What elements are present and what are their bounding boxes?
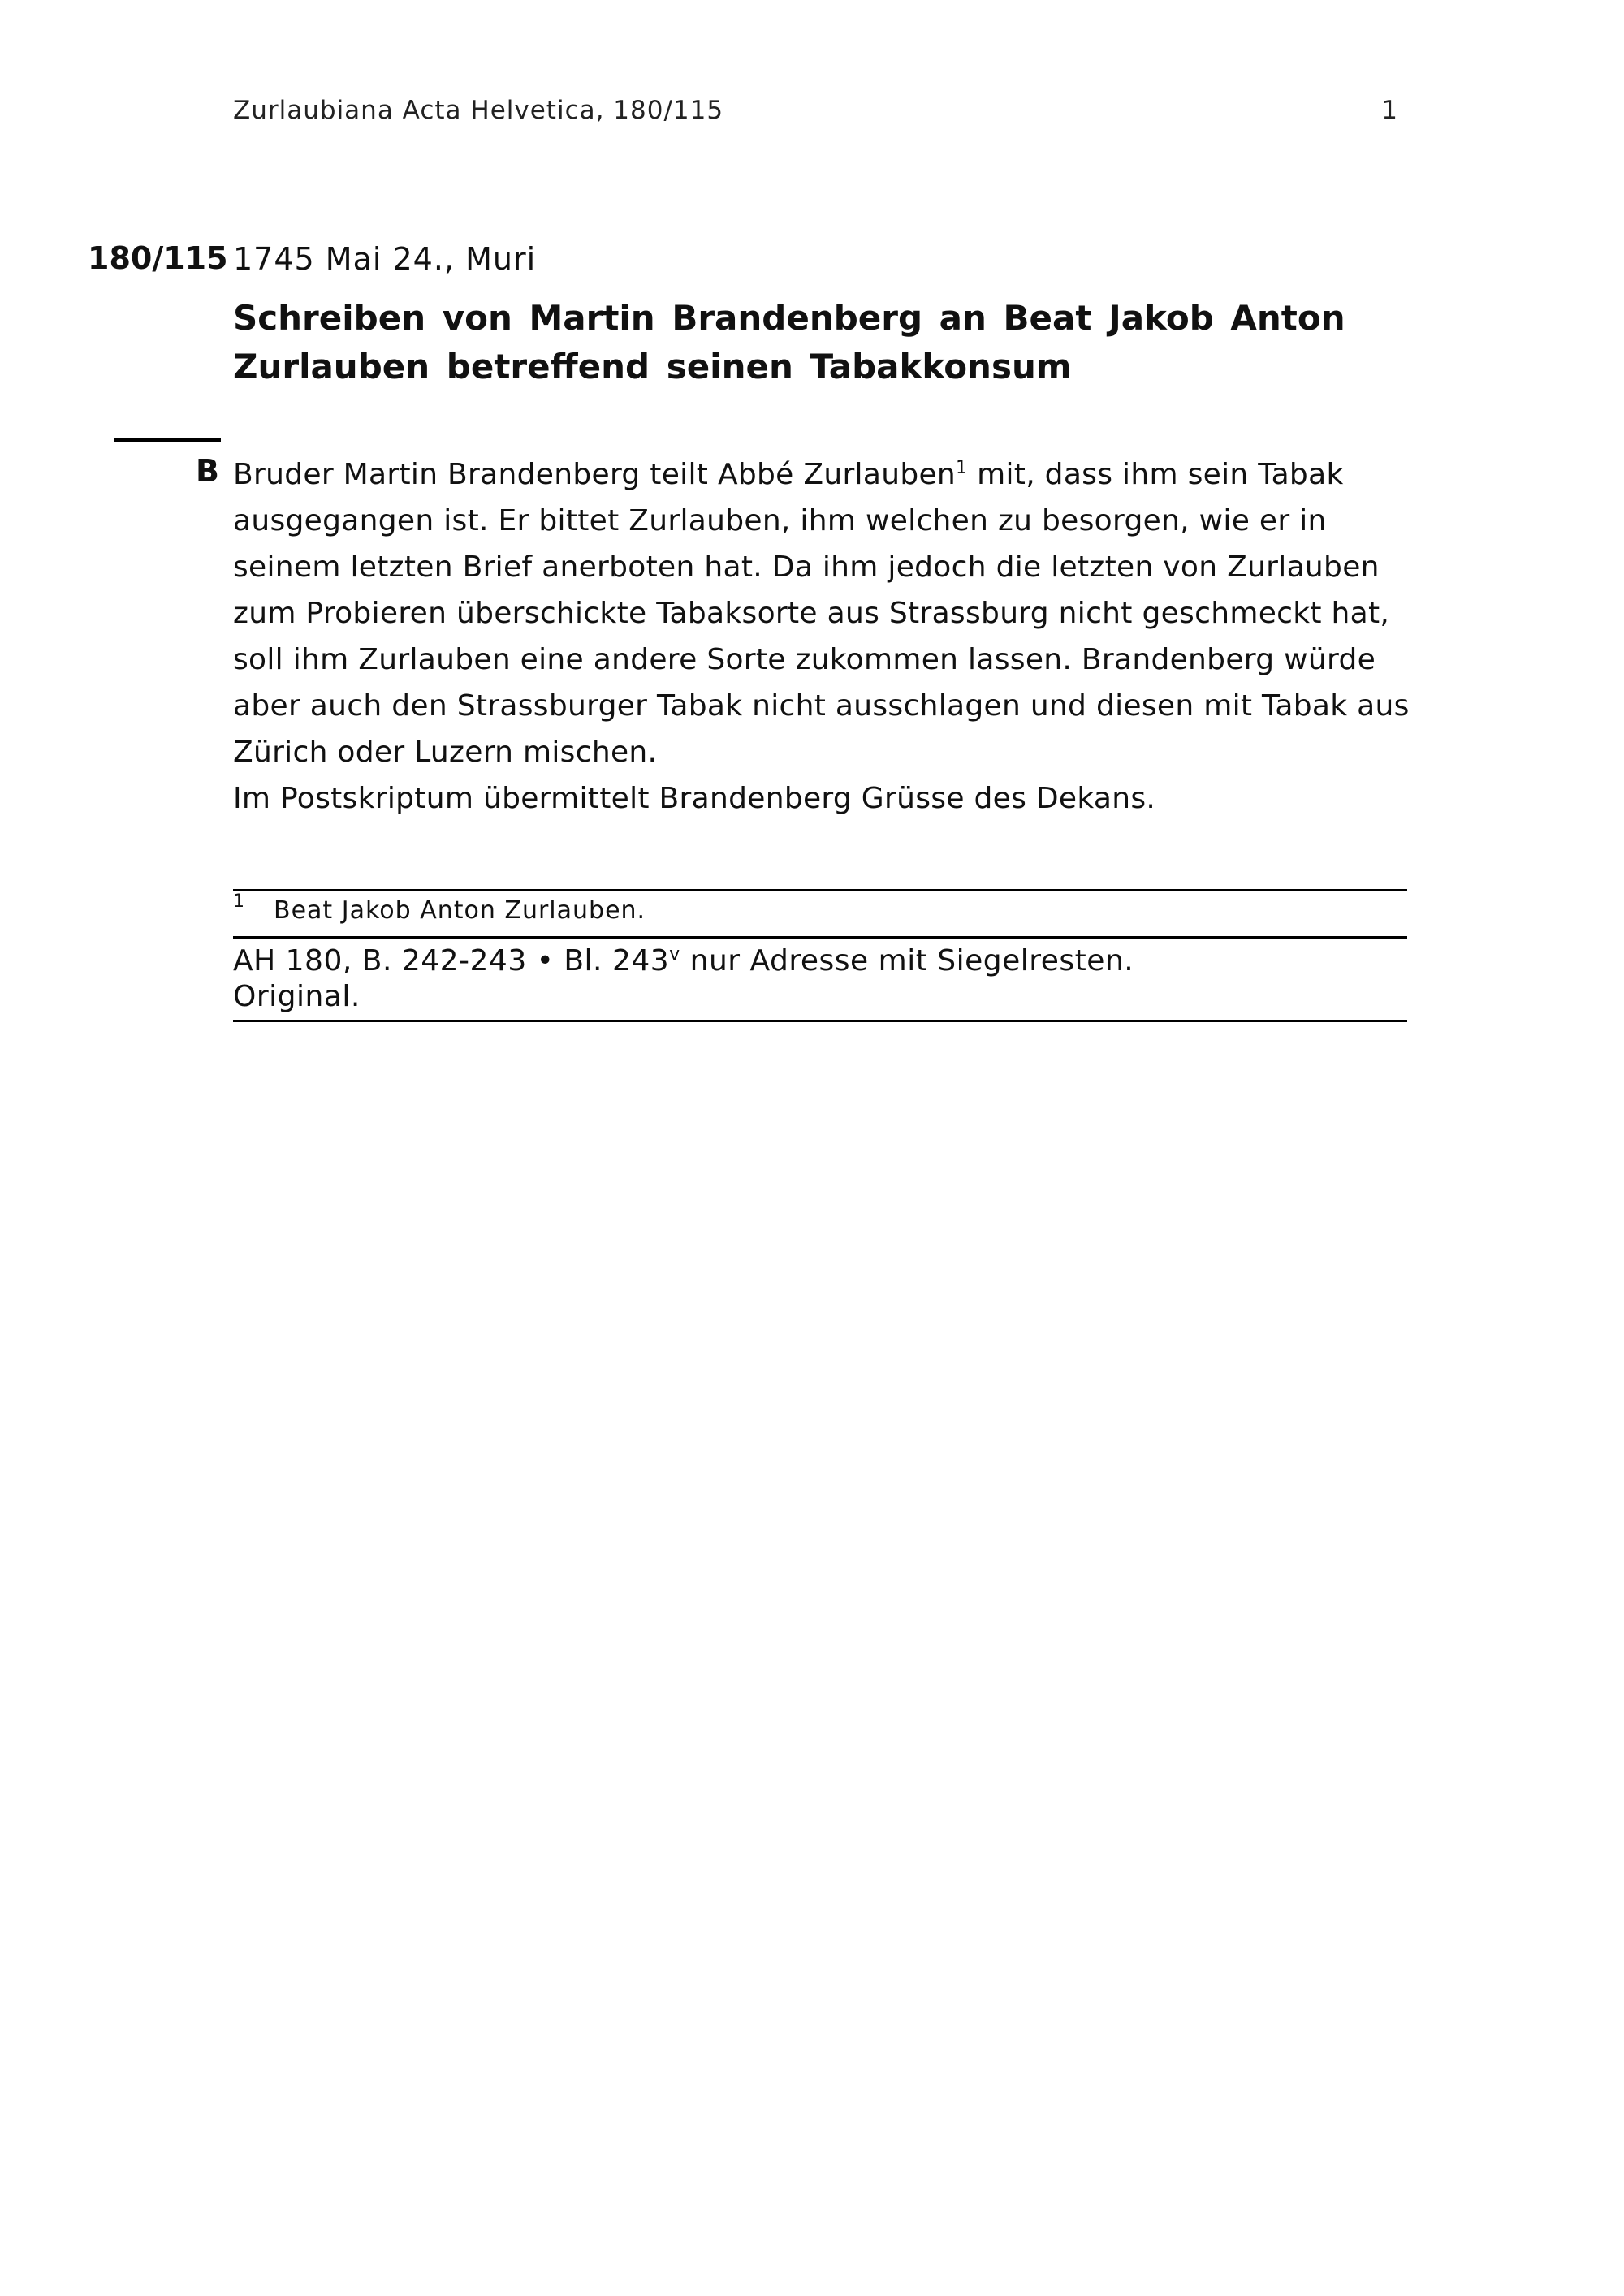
abstract-line: Zürich oder Luzern mischen. [233,736,658,769]
abstract-text [233,451,1410,822]
abstract-line: ausgegangen ist. Er bittet Zurlauben, ihm welchen zu besorgen, wie er in [233,504,1327,537]
entry-title-line: Zurlauben betreffend seinen Tabakkonsum [233,347,1072,386]
abstract-line-end: mit, dass ihm sein Tabak [967,458,1344,491]
abstract-line: soll ihm Zurlauben eine andere Sorte zukommen lassen. Brandenberg würde [233,643,1376,676]
footnote-text: Beat Jakob Anton Zurlauben. [274,896,646,925]
abstract-line-start: Bruder Martin Brandenberg teilt Abbé Zurlauben [233,458,957,491]
source-signature: AH 180, B. 242-243 • Bl. 243 [233,944,670,978]
footnote-reference: 1 [956,458,968,478]
section-letter: B [196,453,219,489]
source-block [233,936,1407,1022]
running-header [233,96,1408,128]
abstract-line: zum Probieren überschickte Tabaksorte aus Strassburg nicht geschmeckt hat, [233,597,1390,630]
entry-date-place: 1745 Mai 24., Muri [233,241,537,277]
source-line [233,943,1407,979]
verso-marker: v [669,944,680,965]
abstract-line [233,451,1402,498]
abstract-line: Im Postskriptum übermittelt Brandenberg Grüsse des Dekans. [233,782,1156,815]
entry-title [233,294,1370,391]
running-title: Zurlaubiana Acta Helvetica, 180/115 [233,96,724,125]
page-number: 1 [1381,96,1398,125]
section-rule [114,438,221,442]
abstract-line: seinem letzten Brief anerboten hat. Da ihm jedoch die letzten von Zurlauben [233,550,1380,584]
source-note: nur Adresse mit Siegelresten. [680,944,1134,978]
entry-title-line: Schreiben von Martin Brandenberg an Beat Jakob Anton [233,298,1345,338]
source-line: Original. [233,980,361,1013]
footnote-block [233,889,1407,937]
footnote-marker: 1 [233,891,245,912]
abstract-line: aber auch den Strassburger Tabak nicht ausschlagen und diesen mit Tabak aus [233,689,1410,723]
entry-number: 180/115 [88,240,228,276]
